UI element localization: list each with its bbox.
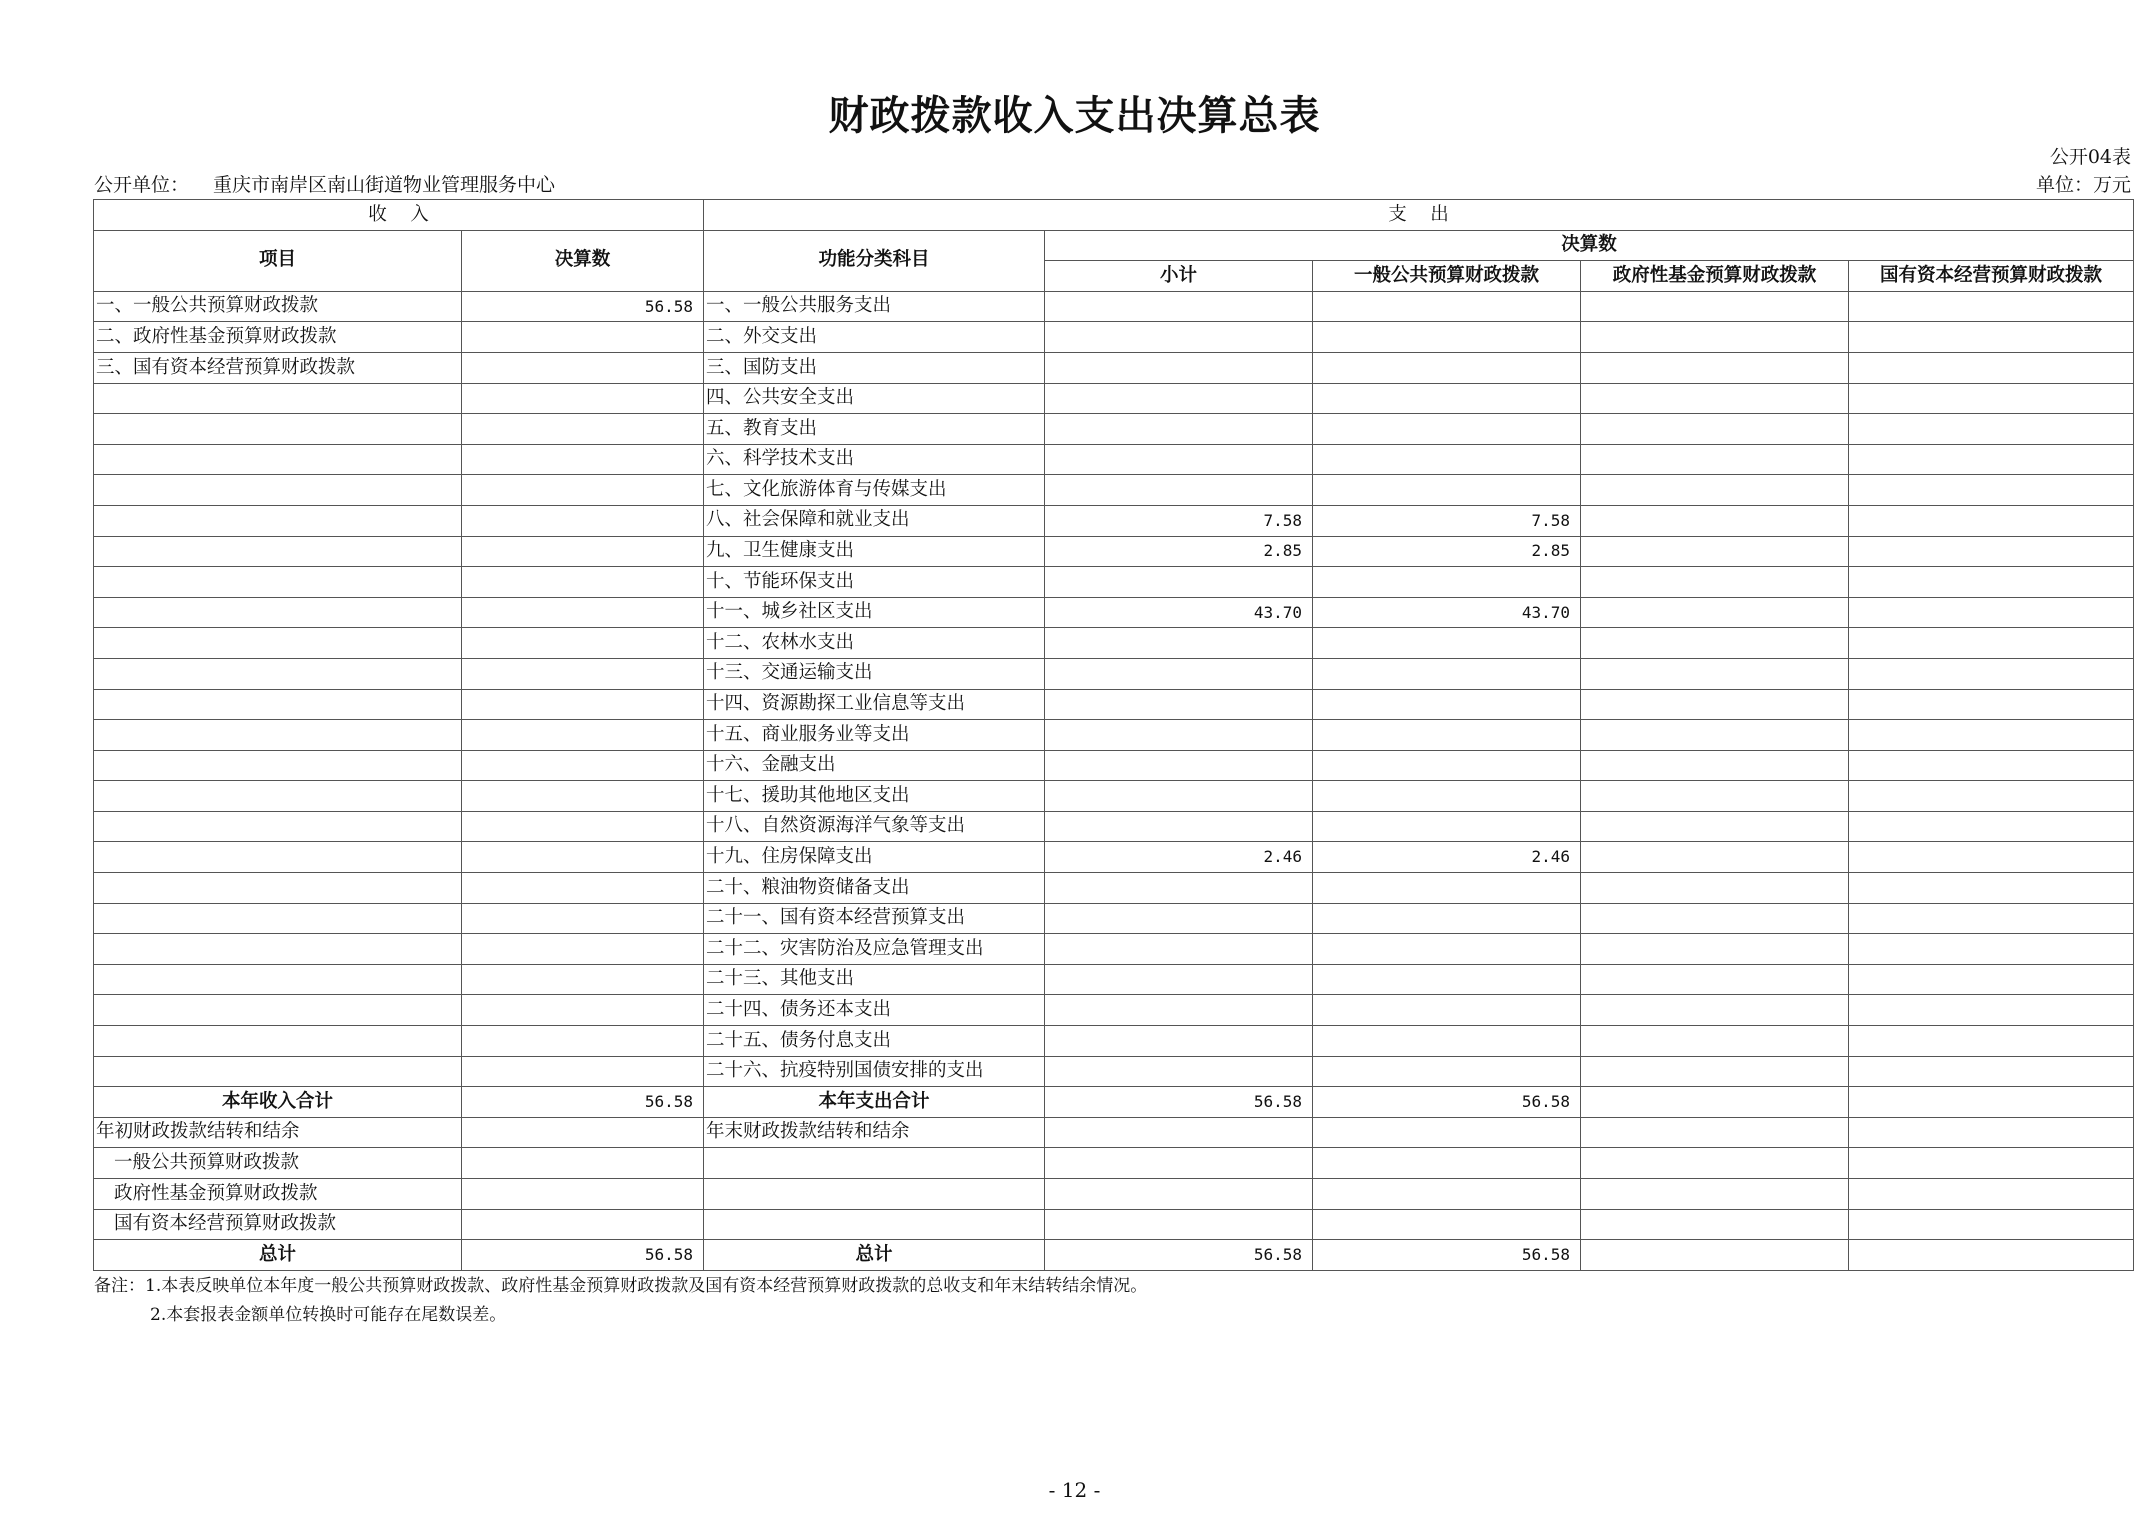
table-row xyxy=(94,811,2134,842)
income-amount xyxy=(462,628,704,659)
grand-expense-gov-fund xyxy=(1581,1240,1849,1271)
expense-item: 十二、农林水支出 xyxy=(704,628,1045,659)
page-title: 财政拨款收入支出决算总表 xyxy=(828,92,1321,139)
expense-gov-fund xyxy=(1581,567,1849,598)
income-item xyxy=(94,444,462,475)
income-amount xyxy=(462,505,704,536)
expense-item: 十四、资源勘探工业信息等支出 xyxy=(704,689,1045,720)
expense-state-capital xyxy=(1849,322,2134,353)
expense-item: 五、教育支出 xyxy=(704,414,1045,445)
expense-gov-fund xyxy=(1581,414,1849,445)
carryover-state-capital: 国有资本经营预算财政拨款 xyxy=(94,1209,462,1240)
expense-item: 十六、金融支出 xyxy=(704,750,1045,781)
grand-expense-total-label: 总计 xyxy=(704,1240,1045,1271)
expense-subtotal xyxy=(1045,1056,1313,1087)
expense-subtotal xyxy=(1045,811,1313,842)
expense-general xyxy=(1313,352,1581,383)
expense-gov-fund xyxy=(1581,873,1849,904)
year-expense-total-label: 本年支出合计 xyxy=(704,1087,1045,1118)
expense-gov-fund xyxy=(1581,475,1849,506)
table-row xyxy=(94,842,2134,873)
grand-expense-general: 56.58 xyxy=(1313,1240,1581,1271)
header-final-amount: 决算数 xyxy=(1045,230,2134,261)
expense-general xyxy=(1313,750,1581,781)
expense-gov-fund xyxy=(1581,995,1849,1026)
expense-subtotal xyxy=(1045,414,1313,445)
expense-gov-fund xyxy=(1581,628,1849,659)
expense-gov-fund xyxy=(1581,291,1849,322)
income-item xyxy=(94,811,462,842)
income-item xyxy=(94,750,462,781)
expense-subtotal: 7.58 xyxy=(1045,505,1313,536)
year-expense-subtotal: 56.58 xyxy=(1045,1087,1313,1118)
expense-subtotal xyxy=(1045,628,1313,659)
expense-subtotal xyxy=(1045,995,1313,1026)
table-row xyxy=(94,567,2134,598)
org-label: 公开单位： xyxy=(94,174,190,196)
expense-item: 二十六、抗疫特别国债安排的支出 xyxy=(704,1056,1045,1087)
grand-expense-state-capital xyxy=(1849,1240,2134,1271)
table-row xyxy=(94,720,2134,751)
table-row xyxy=(94,1026,2134,1057)
expense-general xyxy=(1313,781,1581,812)
income-item xyxy=(94,903,462,934)
expense-general: 43.70 xyxy=(1313,597,1581,628)
expense-state-capital xyxy=(1849,383,2134,414)
grand-expense-subtotal: 56.58 xyxy=(1045,1240,1313,1271)
expense-state-capital xyxy=(1849,475,2134,506)
table-footer xyxy=(94,1087,2134,1271)
expense-subtotal xyxy=(1045,291,1313,322)
expense-general xyxy=(1313,475,1581,506)
expense-item: 二十四、债务还本支出 xyxy=(704,995,1045,1026)
expense-item: 二十、粮油物资储备支出 xyxy=(704,873,1045,904)
income-amount xyxy=(462,1026,704,1057)
income-item xyxy=(94,505,462,536)
expense-state-capital xyxy=(1849,720,2134,751)
expense-state-capital xyxy=(1849,658,2134,689)
expense-item: 十三、交通运输支出 xyxy=(704,658,1045,689)
expense-state-capital xyxy=(1849,689,2134,720)
year-expense-gov-fund xyxy=(1581,1087,1849,1118)
income-amount xyxy=(462,383,704,414)
income-item xyxy=(94,536,462,567)
header-gov-fund: 政府性基金预算财政拨款 xyxy=(1581,261,1849,292)
year-income-total: 56.58 xyxy=(462,1087,704,1118)
expense-gov-fund xyxy=(1581,505,1849,536)
income-amount xyxy=(462,903,704,934)
income-amount: 56.58 xyxy=(462,291,704,322)
expense-state-capital xyxy=(1849,842,2134,873)
expense-state-capital xyxy=(1849,1026,2134,1057)
header-income: 收 入 xyxy=(94,200,704,231)
expense-general xyxy=(1313,567,1581,598)
income-amount xyxy=(462,414,704,445)
income-item xyxy=(94,567,462,598)
income-item xyxy=(94,689,462,720)
expense-state-capital xyxy=(1849,811,2134,842)
income-amount xyxy=(462,964,704,995)
table-row xyxy=(94,475,2134,506)
table-row xyxy=(94,781,2134,812)
notes xyxy=(94,1272,1147,1330)
income-amount xyxy=(462,475,704,506)
expense-subtotal xyxy=(1045,964,1313,995)
expense-item: 十一、城乡社区支出 xyxy=(704,597,1045,628)
income-amount xyxy=(462,934,704,965)
header-item: 项目 xyxy=(94,230,462,291)
expense-gov-fund xyxy=(1581,352,1849,383)
expense-general xyxy=(1313,689,1581,720)
expense-general xyxy=(1313,628,1581,659)
expense-general xyxy=(1313,291,1581,322)
income-item: 一、一般公共预算财政拨款 xyxy=(94,291,462,322)
table-row xyxy=(94,1179,2134,1210)
table-row xyxy=(94,934,2134,965)
income-amount xyxy=(462,750,704,781)
income-amount xyxy=(462,995,704,1026)
expense-subtotal xyxy=(1045,658,1313,689)
income-item xyxy=(94,628,462,659)
expense-state-capital xyxy=(1849,505,2134,536)
expense-gov-fund xyxy=(1581,597,1849,628)
expense-state-capital xyxy=(1849,750,2134,781)
header-expense: 支 出 xyxy=(704,200,2134,231)
grand-income-total-label: 总计 xyxy=(94,1240,462,1271)
expense-subtotal: 43.70 xyxy=(1045,597,1313,628)
income-amount xyxy=(462,811,704,842)
table-row xyxy=(94,536,2134,567)
page-number: - 12 - xyxy=(1048,1478,1101,1502)
expense-item: 七、文化旅游体育与传媒支出 xyxy=(704,475,1045,506)
expense-item: 二十三、其他支出 xyxy=(704,964,1045,995)
publishing-unit xyxy=(94,170,555,197)
income-item xyxy=(94,873,462,904)
expense-state-capital xyxy=(1849,1056,2134,1087)
expense-gov-fund xyxy=(1581,842,1849,873)
expense-gov-fund xyxy=(1581,811,1849,842)
expense-item: 二十一、国有资本经营预算支出 xyxy=(704,903,1045,934)
expense-general xyxy=(1313,658,1581,689)
expense-general: 2.85 xyxy=(1313,536,1581,567)
expense-item: 十七、援助其他地区支出 xyxy=(704,781,1045,812)
expense-state-capital xyxy=(1849,628,2134,659)
expense-item: 二十二、灾害防治及应急管理支出 xyxy=(704,934,1045,965)
table-row xyxy=(94,352,2134,383)
income-item xyxy=(94,475,462,506)
expense-gov-fund xyxy=(1581,934,1849,965)
expense-gov-fund xyxy=(1581,383,1849,414)
income-item xyxy=(94,414,462,445)
expense-state-capital xyxy=(1849,597,2134,628)
year-expense-general: 56.58 xyxy=(1313,1087,1581,1118)
expense-general xyxy=(1313,811,1581,842)
carryover-general: 一般公共预算财政拨款 xyxy=(94,1148,462,1179)
header-subtotal: 小计 xyxy=(1045,261,1313,292)
carryover-gov-fund: 政府性基金预算财政拨款 xyxy=(94,1179,462,1210)
expense-state-capital xyxy=(1849,567,2134,598)
expense-gov-fund xyxy=(1581,781,1849,812)
expense-gov-fund xyxy=(1581,1026,1849,1057)
income-item xyxy=(94,964,462,995)
expense-general xyxy=(1313,995,1581,1026)
income-amount xyxy=(462,689,704,720)
expense-general xyxy=(1313,934,1581,965)
expense-state-capital xyxy=(1849,781,2134,812)
begin-carryover-label: 年初财政拨款结转和结余 xyxy=(94,1117,462,1148)
income-amount xyxy=(462,322,704,353)
table-row xyxy=(94,1209,2134,1240)
expense-state-capital xyxy=(1849,873,2134,904)
table-row xyxy=(94,873,2134,904)
table-row xyxy=(94,750,2134,781)
income-item xyxy=(94,781,462,812)
budget-table xyxy=(93,199,2134,1271)
expense-subtotal xyxy=(1045,567,1313,598)
expense-subtotal xyxy=(1045,383,1313,414)
expense-general xyxy=(1313,1056,1581,1087)
expense-subtotal xyxy=(1045,750,1313,781)
expense-state-capital xyxy=(1849,291,2134,322)
expense-subtotal xyxy=(1045,720,1313,751)
table-row xyxy=(94,995,2134,1026)
expense-gov-fund xyxy=(1581,689,1849,720)
note-1: 备注：1.本表反映单位本年度一般公共预算财政拨款、政府性基金预算财政拨款及国有资本经营预算财政拨款的总收支和年末结转结余情况。 xyxy=(94,1276,1148,1296)
expense-subtotal xyxy=(1045,873,1313,904)
header-state-capital: 国有资本经营预算财政拨款 xyxy=(1849,261,2134,292)
table-row xyxy=(94,291,2134,322)
income-item xyxy=(94,383,462,414)
expense-general xyxy=(1313,964,1581,995)
income-amount xyxy=(462,658,704,689)
expense-general xyxy=(1313,873,1581,904)
expense-item: 六、科学技术支出 xyxy=(704,444,1045,475)
table-row xyxy=(94,414,2134,445)
expense-state-capital xyxy=(1849,352,2134,383)
income-amount xyxy=(462,720,704,751)
income-item xyxy=(94,995,462,1026)
expense-general xyxy=(1313,903,1581,934)
expense-gov-fund xyxy=(1581,750,1849,781)
table-row xyxy=(94,1148,2134,1179)
org-name: 重庆市南岸区南山街道物业管理服务中心 xyxy=(213,174,556,196)
expense-item: 八、社会保障和就业支出 xyxy=(704,505,1045,536)
expense-gov-fund xyxy=(1581,903,1849,934)
expense-subtotal xyxy=(1045,475,1313,506)
expense-item: 二十五、债务付息支出 xyxy=(704,1026,1045,1057)
table-row xyxy=(94,1056,2134,1087)
expense-general xyxy=(1313,1026,1581,1057)
expense-state-capital xyxy=(1849,444,2134,475)
expense-subtotal xyxy=(1045,1026,1313,1057)
expense-general xyxy=(1313,444,1581,475)
header-general-budget: 一般公共预算财政拨款 xyxy=(1313,261,1581,292)
currency-unit: 单位：万元 xyxy=(2035,174,2131,196)
expense-item: 二、外交支出 xyxy=(704,322,1045,353)
header-amount: 决算数 xyxy=(462,230,704,291)
expense-state-capital xyxy=(1849,964,2134,995)
note-2: 2.本套报表金额单位转换时可能存在尾数误差。 xyxy=(150,1305,507,1325)
table-row xyxy=(94,383,2134,414)
expense-subtotal xyxy=(1045,352,1313,383)
table-row xyxy=(94,658,2134,689)
income-amount xyxy=(462,444,704,475)
income-item xyxy=(94,934,462,965)
table-row xyxy=(94,1117,2134,1148)
expense-general xyxy=(1313,383,1581,414)
expense-subtotal xyxy=(1045,689,1313,720)
expense-state-capital xyxy=(1849,536,2134,567)
expense-general: 7.58 xyxy=(1313,505,1581,536)
income-item xyxy=(94,720,462,751)
expense-state-capital xyxy=(1849,903,2134,934)
expense-item: 一、一般公共服务支出 xyxy=(704,291,1045,322)
end-carryover-label: 年末财政拨款结转和结余 xyxy=(704,1117,1045,1148)
expense-state-capital xyxy=(1849,934,2134,965)
expense-subtotal xyxy=(1045,444,1313,475)
form-number: 公开04表 xyxy=(2049,146,2131,168)
expense-subtotal xyxy=(1045,903,1313,934)
income-item xyxy=(94,1026,462,1057)
expense-gov-fund xyxy=(1581,444,1849,475)
income-item: 三、国有资本经营预算财政拨款 xyxy=(94,352,462,383)
expense-gov-fund xyxy=(1581,658,1849,689)
expense-subtotal xyxy=(1045,781,1313,812)
year-income-total-label: 本年收入合计 xyxy=(94,1087,462,1118)
income-item xyxy=(94,597,462,628)
expense-item: 十九、住房保障支出 xyxy=(704,842,1045,873)
table-row xyxy=(94,903,2134,934)
expense-general: 2.46 xyxy=(1313,842,1581,873)
year-expense-state-capital xyxy=(1849,1087,2134,1118)
income-amount xyxy=(462,536,704,567)
expense-subtotal xyxy=(1045,934,1313,965)
expense-gov-fund xyxy=(1581,1056,1849,1087)
expense-gov-fund xyxy=(1581,964,1849,995)
table-row xyxy=(94,1240,2134,1271)
income-amount xyxy=(462,781,704,812)
expense-gov-fund xyxy=(1581,720,1849,751)
income-amount xyxy=(462,597,704,628)
table-row xyxy=(94,322,2134,353)
expense-item: 十八、自然资源海洋气象等支出 xyxy=(704,811,1045,842)
income-amount xyxy=(462,873,704,904)
income-amount xyxy=(462,352,704,383)
income-item xyxy=(94,658,462,689)
income-amount xyxy=(462,842,704,873)
expense-gov-fund xyxy=(1581,322,1849,353)
table-row xyxy=(94,597,2134,628)
expense-subtotal: 2.46 xyxy=(1045,842,1313,873)
table-row xyxy=(94,964,2134,995)
income-item: 二、政府性基金预算财政拨款 xyxy=(94,322,462,353)
table-row xyxy=(94,689,2134,720)
expense-general xyxy=(1313,322,1581,353)
expense-item: 九、卫生健康支出 xyxy=(704,536,1045,567)
expense-state-capital xyxy=(1849,414,2134,445)
expense-item: 四、公共安全支出 xyxy=(704,383,1045,414)
income-amount xyxy=(462,1056,704,1087)
expense-state-capital xyxy=(1849,995,2134,1026)
expense-item: 三、国防支出 xyxy=(704,352,1045,383)
expense-gov-fund xyxy=(1581,536,1849,567)
table-row xyxy=(94,444,2134,475)
income-item xyxy=(94,1056,462,1087)
header-function-category: 功能分类科目 xyxy=(704,230,1045,291)
income-item xyxy=(94,842,462,873)
expense-general xyxy=(1313,720,1581,751)
expense-subtotal xyxy=(1045,322,1313,353)
table-row xyxy=(94,505,2134,536)
grand-income-total: 56.58 xyxy=(462,1240,704,1271)
table-row xyxy=(94,1087,2134,1118)
expense-subtotal: 2.85 xyxy=(1045,536,1313,567)
table-row xyxy=(94,628,2134,659)
expense-item: 十五、商业服务业等支出 xyxy=(704,720,1045,751)
expense-general xyxy=(1313,414,1581,445)
expense-item: 十、节能环保支出 xyxy=(704,567,1045,598)
income-amount xyxy=(462,567,704,598)
table-body xyxy=(94,291,2134,1086)
